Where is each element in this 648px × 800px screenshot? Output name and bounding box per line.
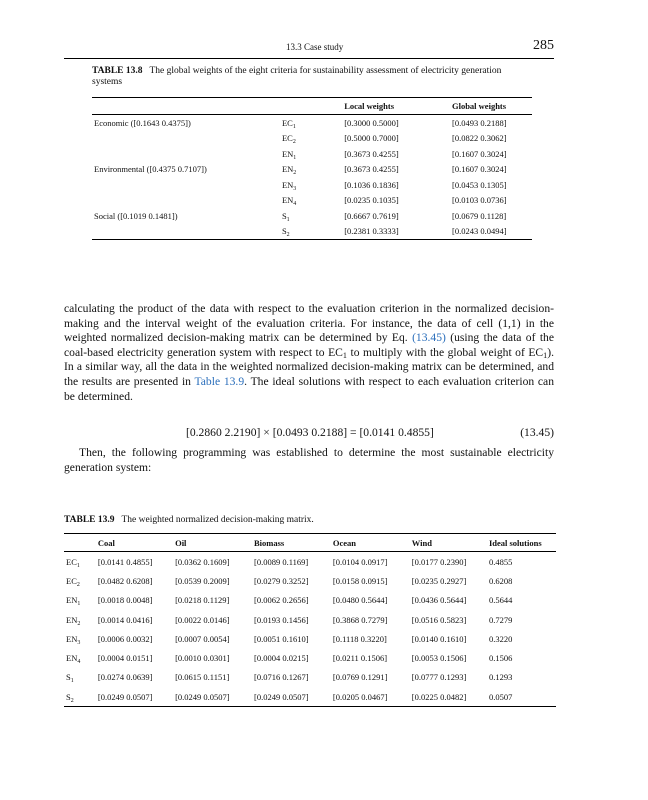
criterion-code (64, 571, 96, 590)
table-13-9-caption (64, 515, 314, 525)
table-row (64, 629, 556, 648)
criterion-code (280, 193, 342, 209)
table-row (92, 115, 532, 131)
criterion-code-text: EC (281, 133, 293, 144)
criterion-group: Economic ([0.1643 0.4375]) (94, 117, 191, 128)
criterion-code-text: S (281, 210, 287, 221)
wind-value: [0.0235 0.2927] (411, 575, 467, 586)
criterion-code-text: EC (66, 575, 77, 586)
criterion-code (280, 177, 342, 193)
ideal-solution-value: 0.5644 (488, 595, 513, 606)
oil-value: [0.0615 0.1151] (175, 672, 230, 683)
criterion-code (64, 591, 96, 610)
table-13-9 (64, 533, 556, 707)
wind-value: [0.0177 0.2390] (411, 556, 467, 567)
local-weight: [0.3673 0.4255] (344, 148, 399, 159)
local-weight: [0.2381 0.3333] (342, 224, 450, 240)
local-weight: [0.3000 0.5000] (344, 117, 399, 128)
criterion-group (92, 177, 280, 193)
criterion-group: Environmental ([0.4375 0.7107]) (94, 164, 207, 175)
oil-value: [0.0362 0.1609] (175, 556, 230, 567)
column-header (280, 98, 342, 115)
table-row (92, 224, 532, 240)
global-weight: [0.1607 0.3024] (451, 148, 507, 159)
wind-value: [0.0053 0.1506] (411, 653, 467, 664)
table-row (92, 146, 532, 162)
oil-value: [0.0539 0.2009] (175, 575, 230, 586)
criterion-code-subscript: 1 (76, 562, 80, 569)
criterion-code-subscript: 4 (293, 201, 297, 208)
biomass-value: [0.0193 0.1456] (253, 614, 309, 625)
ocean-value: [0.3868 0.7279] (332, 614, 388, 625)
table-13-8-caption-text: The global weights of the eight criteria for sustainability assessment of electricity generation systems (92, 66, 502, 87)
criterion-group (92, 193, 280, 209)
ideal-solution-value: 0.1506 (488, 653, 513, 664)
ideal-solution-value: 0.1293 (488, 672, 513, 683)
criterion-code-text: EC (281, 117, 293, 128)
criterion-code (280, 162, 342, 178)
criterion-code-subscript: 1 (286, 216, 290, 223)
criterion-code-text: EN (281, 148, 294, 159)
biomass-value: [0.0716 0.1267] (253, 672, 309, 683)
global-weight: [0.0103 0.0736] (451, 195, 507, 206)
column-header-ideal-solutions: Ideal solutions (487, 534, 556, 552)
biomass-value: [0.0004 0.0215] (253, 653, 309, 664)
coal-value: [0.0006 0.0032] (97, 633, 153, 644)
criterion-code-subscript: 2 (292, 139, 296, 146)
criterion-code (64, 648, 96, 667)
local-weight: [0.6667 0.7619] (344, 210, 399, 221)
table-row (64, 687, 556, 707)
body-text: calculating the product of the data with respect to the evaluation criterion in the normalized decision-making and the interval weight of the evaluation criteria. For instance, the data of cell (1,1) in the weighted normalized decision-making matrix can be determined by Eq. (64, 302, 554, 345)
body-text: to multiply with the global weight of EC (346, 345, 544, 359)
biomass-value: [0.0051 0.1610] (253, 633, 309, 644)
criterion-code (64, 687, 96, 707)
criterion-code-subscript: 1 (293, 154, 297, 161)
table-row (64, 610, 556, 629)
ocean-value: [0.0205 0.0467] (331, 687, 410, 707)
criterion-code-subscript: 1 (77, 601, 81, 608)
criterion-code-text: EN (281, 179, 294, 190)
criterion-group: Social ([0.1019 0.1481]) (94, 210, 178, 221)
table-row (64, 571, 556, 590)
local-weight: [0.1036 0.1836] (344, 179, 399, 190)
ocean-value: [0.1118 0.3220] (332, 633, 387, 644)
criterion-code (64, 668, 96, 687)
criterion-group (92, 224, 280, 240)
criterion-code (64, 629, 96, 648)
criterion-code (280, 146, 342, 162)
coal-value: [0.0141 0.4855] (97, 556, 153, 567)
column-header-wind: Wind (410, 534, 487, 552)
criterion-code (64, 610, 96, 629)
table-row (64, 668, 556, 687)
table-13-9-caption-text: The weighted normalized decision-making matrix. (121, 515, 314, 525)
criterion-code-subscript: 1 (70, 678, 74, 685)
global-weight: [0.1607 0.3024] (451, 164, 507, 175)
table-13-8-caption (92, 66, 532, 88)
table-13-8-label: TABLE 13.8 (92, 66, 143, 76)
equation-expression: [0.2860 2.2190] × [0.0493 0.2188] = [0.0141 0.4855] (186, 426, 434, 439)
table-row (92, 177, 532, 193)
ocean-value: [0.0769 0.1291] (332, 672, 388, 683)
biomass-value: [0.0089 0.1169] (253, 556, 309, 567)
wind-value: [0.0225 0.0482] (410, 687, 487, 707)
ocean-value: [0.0104 0.0917] (332, 556, 388, 567)
subscript: 1 (342, 350, 347, 360)
coal-value: [0.0014 0.0416] (97, 614, 153, 625)
wind-value: [0.0516 0.5823] (411, 614, 467, 625)
coal-value: [0.0249 0.0507] (96, 687, 173, 707)
coal-value: [0.0018 0.0048] (97, 595, 153, 606)
criterion-code-text: EN (281, 164, 294, 175)
column-header (92, 98, 280, 115)
ideal-solution-value: 0.6208 (488, 575, 513, 586)
table-row (64, 552, 556, 572)
criterion-code-text: EC (66, 556, 77, 567)
column-header-biomass: Biomass (252, 534, 331, 552)
oil-value: [0.0007 0.0054] (175, 633, 230, 644)
criterion-code-text: S (66, 672, 71, 683)
section-title: 13.3 Case study (286, 42, 344, 52)
criterion-code-text: S (281, 226, 287, 237)
criterion-code-subscript: 2 (76, 581, 80, 588)
criterion-code-text: EN (281, 195, 294, 206)
criterion-code (280, 224, 342, 240)
global-weight: [0.0493 0.2188] (451, 117, 507, 128)
table-row (92, 193, 532, 209)
table-row (64, 648, 556, 667)
column-header-global-weights: Global weights (450, 98, 532, 115)
table-13-8 (92, 97, 532, 240)
column-header (64, 534, 96, 552)
oil-value: [0.0010 0.0301] (175, 653, 230, 664)
column-header-oil: Oil (173, 534, 252, 552)
global-weight: [0.0453 0.1305] (451, 179, 507, 190)
ideal-solution-value: 0.0507 (487, 687, 556, 707)
ocean-value: [0.0211 0.1506] (332, 653, 388, 664)
criterion-code-subscript: 2 (286, 232, 290, 239)
equation-link[interactable]: (13.45) (412, 331, 446, 345)
criterion-code-text: EN (66, 614, 78, 625)
criterion-code-subscript: 1 (292, 123, 296, 130)
local-weight: [0.0235 0.1035] (344, 195, 399, 206)
running-header (64, 38, 554, 59)
table-header-row (64, 534, 556, 552)
wind-value: [0.0140 0.1610] (411, 633, 467, 644)
column-header-coal: Coal (96, 534, 173, 552)
criterion-group (92, 131, 280, 147)
ocean-value: [0.0158 0.0915] (332, 575, 388, 586)
global-weight: [0.0679 0.1128] (451, 210, 507, 221)
table-row (92, 131, 532, 147)
criterion-group (92, 146, 280, 162)
biomass-value: [0.0062 0.2656] (253, 595, 309, 606)
coal-value: [0.0274 0.0639] (97, 672, 153, 683)
ideal-solution-value: 0.4855 (488, 556, 513, 567)
table-link[interactable]: Table 13.9 (194, 374, 245, 388)
oil-value: [0.0022 0.0146] (175, 614, 230, 625)
body-paragraph-2: Then, the following programming was established to determine the most sustainable electricity generation system: (64, 446, 554, 474)
table-header-row (92, 98, 532, 115)
table-row (64, 591, 556, 610)
column-header-ocean: Ocean (331, 534, 410, 552)
criterion-code-subscript: 2 (70, 697, 74, 704)
oil-value: [0.0249 0.0507] (173, 687, 252, 707)
criterion-code-subscript: 3 (77, 639, 81, 646)
criterion-code (280, 115, 342, 131)
equation-number: (13.45) (520, 426, 554, 439)
table-13-9-label: TABLE 13.9 (64, 515, 115, 525)
wind-value: [0.0436 0.5644] (411, 595, 467, 606)
criterion-code-subscript: 4 (77, 659, 81, 666)
local-weight: [0.5000 0.7000] (344, 133, 399, 144)
criterion-code-text: EN (66, 633, 78, 644)
table-row (92, 208, 532, 224)
page-number: 285 (533, 38, 554, 53)
local-weight: [0.3673 0.4255] (344, 164, 399, 175)
column-header-local-weights: Local weights (342, 98, 450, 115)
global-weight: [0.0822 0.3062] (451, 133, 507, 144)
coal-value: [0.0004 0.0151] (97, 653, 153, 664)
criterion-code (64, 552, 96, 572)
biomass-value: [0.0279 0.3252] (253, 575, 309, 586)
body-paragraph (64, 302, 554, 404)
oil-value: [0.0218 0.1129] (175, 595, 230, 606)
body-text: . The ideal solutions with respect to each evaluation criterion can be determined. (64, 374, 554, 403)
criterion-code-text: EN (66, 595, 78, 606)
criterion-code (280, 131, 342, 147)
coal-value: [0.0482 0.6208] (97, 575, 153, 586)
biomass-value: [0.0249 0.0507] (252, 687, 331, 707)
criterion-code-text: EN (66, 653, 78, 664)
criterion-code-subscript: 3 (293, 185, 297, 192)
criterion-code-subscript: 2 (77, 620, 81, 627)
ideal-solution-value: 0.3220 (488, 633, 513, 644)
ocean-value: [0.0480 0.5644] (332, 595, 388, 606)
ideal-solution-value: 0.7279 (488, 614, 513, 625)
criterion-code (280, 208, 342, 224)
body-text: ). In a similar way, all the data in the weighted normalized decision-making matrix can be determined, and the results are presented in (64, 345, 554, 388)
criterion-code-text: S (66, 691, 71, 702)
table-row (92, 162, 532, 178)
criterion-code-subscript: 2 (293, 170, 297, 177)
wind-value: [0.0777 0.1293] (411, 672, 467, 683)
subscript: 1 (543, 350, 548, 360)
global-weight: [0.0243 0.0494] (450, 224, 532, 240)
body-text: (using the data of the coal-based electricity generation system with respect to EC (64, 331, 554, 359)
